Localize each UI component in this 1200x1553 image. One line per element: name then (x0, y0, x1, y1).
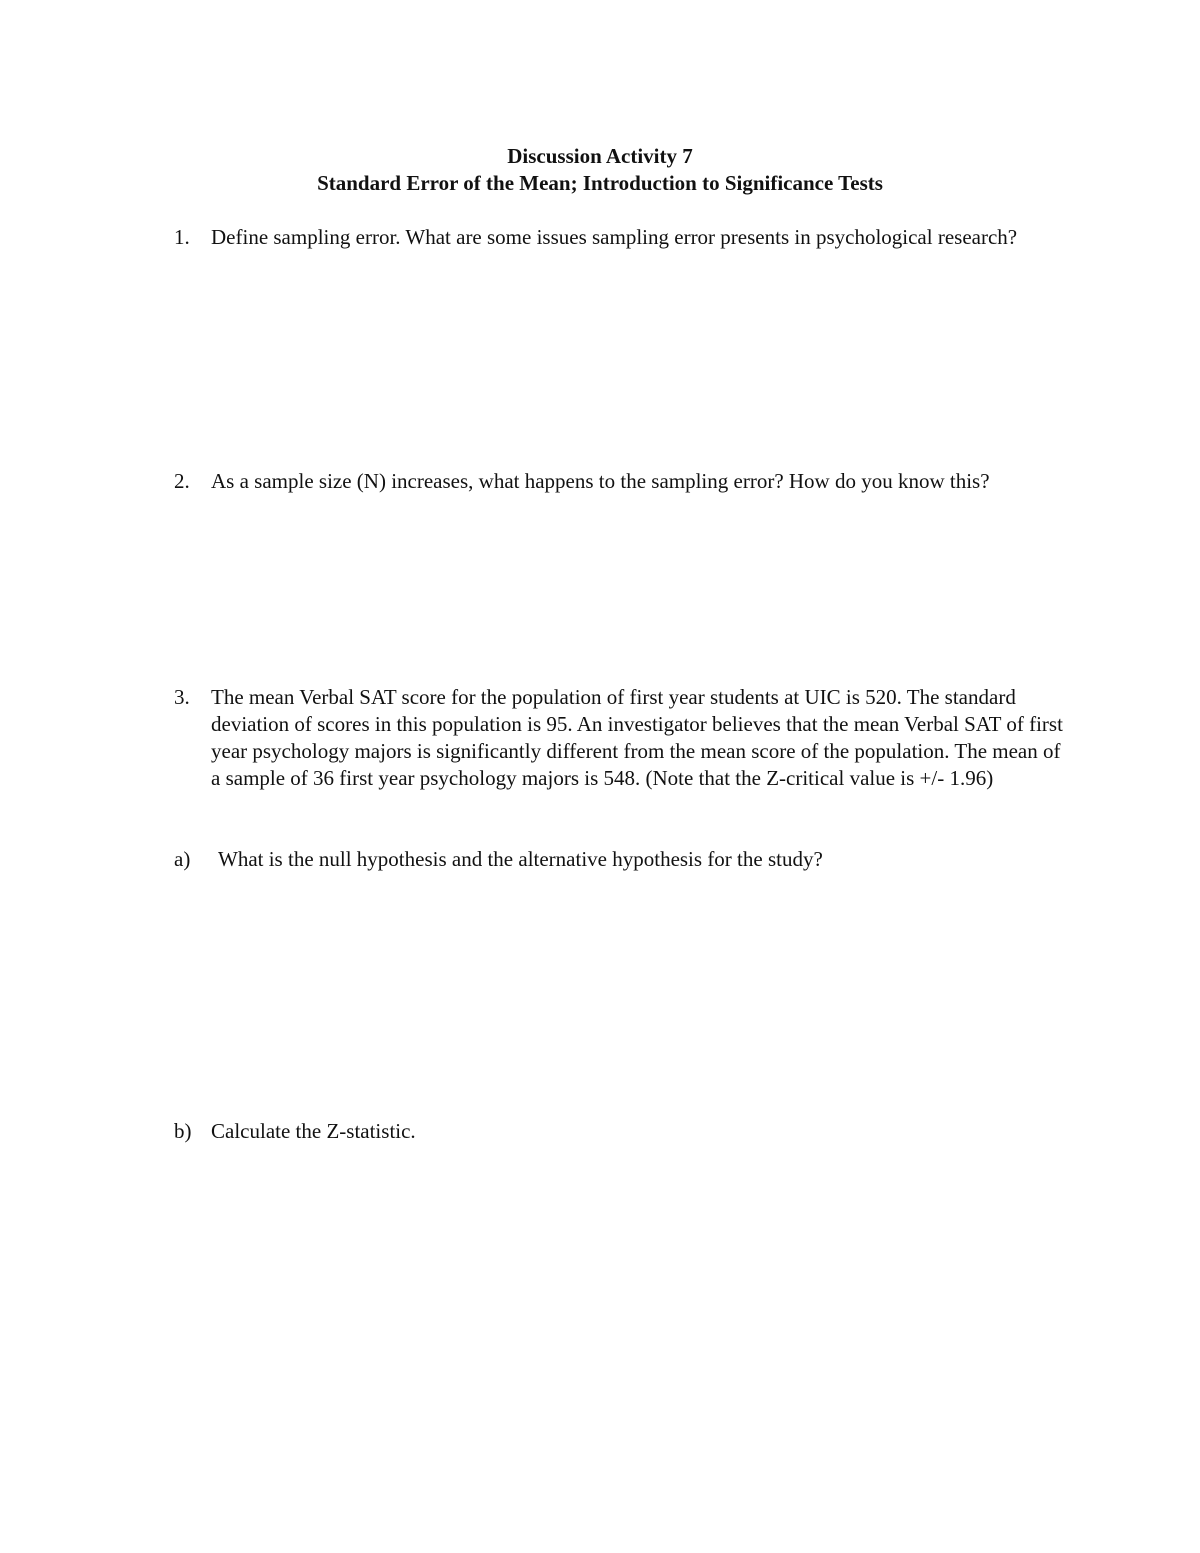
question-3-text: The mean Verbal SAT score for the population of first year students at UIC is 520. The standard deviation of scores in this population is 95. An investigator believes that the mean Verbal SAT of first year psychology majors is significantly different from the mean score of the population. The mean of a sample of 36 first year psychology majors is 548. (Note that the Z-critical value is +/- 1.96) (211, 685, 1063, 790)
page-title: Discussion Activity 7 (507, 144, 693, 168)
subquestion-a-label: a) (174, 847, 191, 871)
page-subtitle: Standard Error of the Mean; Introduction to Significance Tests (317, 171, 883, 195)
subquestion-b-text: Calculate the Z-statistic. (211, 1119, 416, 1143)
question-2-text: As a sample size (N) increases, what happens to the sampling error? How do you know this? (211, 469, 990, 493)
question-3-number: 3. (174, 685, 190, 709)
question-2-number: 2. (174, 469, 190, 493)
question-1-text: Define sampling error. What are some issues sampling error presents in psychological research? (211, 225, 1018, 249)
question-1-number: 1. (174, 225, 190, 249)
subquestion-a-text: What is the null hypothesis and the alternative hypothesis for the study? (218, 847, 823, 871)
subquestion-b-label: b) (174, 1119, 192, 1143)
